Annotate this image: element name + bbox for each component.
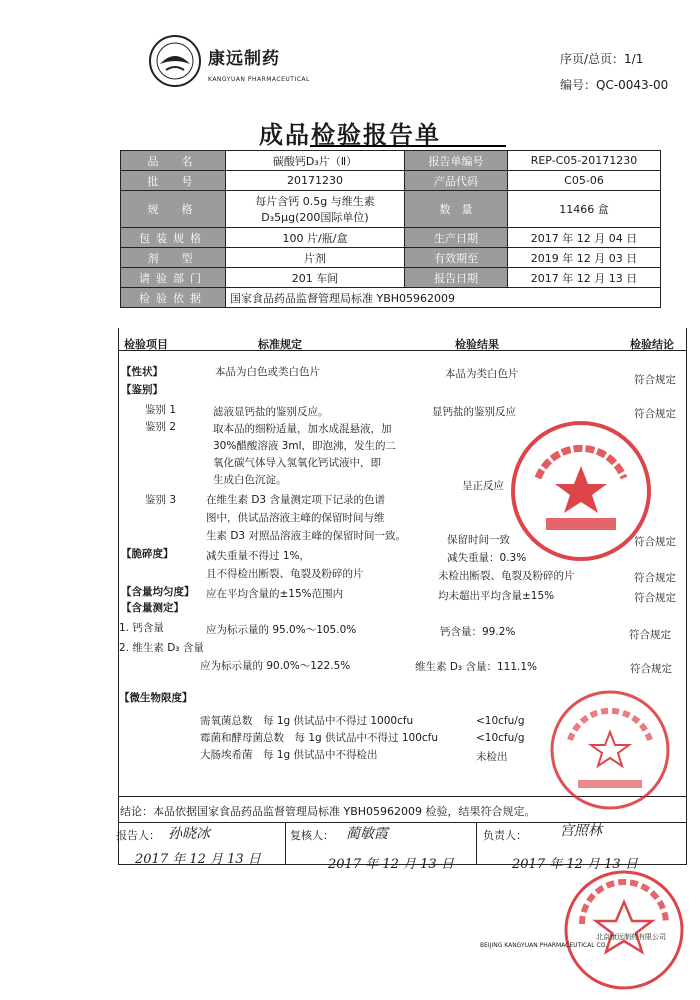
info-table: [120, 150, 661, 308]
dept: 201 车间: [226, 268, 405, 288]
cuisui-conclusion: 符合规定: [634, 572, 676, 584]
cuisui-res-1: 减失重量：0.3%: [447, 552, 527, 564]
jb2-label: 鉴别 2: [145, 421, 177, 433]
jb2-std-1: 取本品的细粉适量，加水成混悬液，加: [213, 423, 392, 435]
section-hanliang: 【含量测定】: [121, 602, 184, 614]
qty: 11466 盒: [508, 191, 661, 228]
code: C05-06: [508, 171, 661, 191]
conclusion-text: 结论：本品依据国家食品药品监督管理局标准 YBH05962009 检验，结果符合规定。: [120, 805, 536, 818]
jb3-std-3: 生素 D3 对照品溶液主峰的保留时间一致。: [206, 530, 406, 542]
cuisui-std-2: 且不得检出断裂、龟裂及粉碎的片: [206, 568, 364, 580]
jb3-conclusion: 符合规定: [634, 536, 676, 548]
reviewer-signature: 蔺敏霞: [346, 826, 388, 842]
col-result: 检验结果: [455, 338, 499, 351]
ca-std: 应为标示量的 95.0%～105.0%: [206, 624, 357, 636]
form: 片剂: [226, 248, 405, 268]
jb3-std-1: 在维生素 D3 含量测定项下记录的色谱: [206, 494, 385, 506]
company-name: 康远制药: [208, 49, 280, 69]
jb2-std-4: 生成白色沉淀。: [213, 474, 287, 486]
dept-label: 请验部门: [121, 268, 226, 288]
report-date-label: 报告日期: [405, 268, 508, 288]
mfg-label: 生产日期: [405, 228, 508, 248]
report-date: 2017 年 12 月 13 日: [508, 268, 661, 288]
jb2-std-2: 30%醋酸溶液 3ml，即泡沸，发生的二: [213, 440, 397, 452]
section-xingzhuang: 【性状】: [121, 366, 163, 378]
owner-label: 负责人：: [483, 829, 527, 842]
xingzhuang-std: 本品为白色或类白色片: [215, 366, 320, 378]
micro-3-res: 未检出: [476, 751, 508, 763]
col-conclusion: 检验结论: [630, 338, 674, 351]
reviewer-label: 复核人：: [290, 829, 334, 842]
jb1-conclusion: 符合规定: [634, 408, 676, 420]
company-logo: [148, 34, 202, 88]
vd-label: 2. 维生素 D₃ 含量: [119, 642, 204, 654]
ca-label: 1. 钙含量: [119, 622, 164, 634]
report-no-label: 报告单编号: [405, 151, 508, 171]
reporter-label: 报告人：: [116, 829, 160, 842]
col-item: 检验项目: [124, 338, 168, 351]
mfg-date: 2017 年 12 月 04 日: [508, 228, 661, 248]
section-jianbie: 【鉴别】: [121, 384, 163, 396]
col-standard: 标准规定: [258, 338, 302, 351]
batch: 20171230: [226, 171, 405, 191]
inspection-stamp-2: [548, 688, 672, 812]
product-name-label: 品 名: [121, 151, 226, 171]
code-label: 产品代码: [405, 171, 508, 191]
junyun-std: 应在平均含量的±15%范围内: [206, 588, 344, 600]
reporter-date: 2017 年 12 月 13 日: [135, 852, 261, 867]
jb3-std-2: 图中，供试品溶液主峰的保留时间与维: [206, 512, 385, 524]
cuisui-res-2: 未检出断裂、龟裂及粉碎的片: [438, 570, 575, 582]
quality-stamp-1: [508, 418, 654, 564]
quality-stamp-3: [562, 866, 686, 994]
jb2-res: 呈正反应: [462, 480, 504, 492]
vd-std: 应为标示量的 90.0%～122.5%: [200, 660, 351, 672]
jb3-res: 保留时间一致: [447, 534, 510, 546]
xingzhuang-res: 本品为类白色片: [445, 368, 519, 380]
form-label: 剂 型: [121, 248, 226, 268]
page-info: 序页/总页：1/1: [560, 52, 644, 66]
pack-label: 包装规格: [121, 228, 226, 248]
xingzhuang-conclusion: 符合规定: [634, 374, 676, 386]
report-no: REP-C05-20171230: [508, 151, 661, 171]
junyun-res: 均未超出平均含量±15%: [438, 590, 555, 602]
micro-2: 霉菌和酵母菌总数 每 1g 供试品中不得过 100cfu: [200, 732, 439, 744]
document-number: 编号：QC-0043-00: [560, 78, 669, 92]
cuisui-std-1: 减失重量不得过 1%，: [206, 550, 310, 562]
basis: 国家食品药品监督管理局标准 YBH05962009: [226, 288, 661, 308]
ca-res: 钙含量：99.2%: [440, 626, 516, 638]
qty-label: 数 量: [405, 191, 508, 228]
company-name-en: KANGYUAN PHARMACEUTICAL: [208, 76, 310, 83]
header-divider: [118, 350, 687, 351]
basis-label: 检验依据: [121, 288, 226, 308]
micro-1: 需氧菌总数 每 1g 供试品中不得过 1000cfu: [200, 715, 414, 727]
owner-signature: 宫照林: [560, 823, 602, 839]
jb2-std-3: 氧化碳气体导入氢氧化钙试液中，即: [213, 457, 381, 469]
pack: 100 片/瓶/盒: [226, 228, 405, 248]
jb1-label: 鉴别 1: [145, 404, 177, 416]
jb1-res: 显钙盐的鉴别反应: [432, 406, 516, 418]
vd-res: 维生素 D₃ 含量：111.1%: [415, 661, 538, 673]
spec: 每片含钙 0.5g 与维生素 D₃5μg(200国际单位): [226, 191, 405, 228]
ca-conclusion: 符合规定: [629, 629, 671, 641]
jb3-label: 鉴别 3: [145, 494, 177, 506]
micro-3: 大肠埃希菌 每 1g 供试品中不得检出: [200, 749, 378, 761]
footer-company-cn: 北京康远制药有限公司: [596, 933, 666, 941]
reviewer-date: 2017 年 12 月 13 日: [328, 857, 454, 872]
product-name: 碳酸钙D₃片（Ⅱ）: [226, 151, 405, 171]
micro-1-res: <10cfu/g: [476, 715, 525, 727]
sig-divider-1: [285, 822, 286, 864]
section-weisheng: 【微生物限度】: [119, 692, 193, 704]
section-cuisui: 【脆碎度】: [121, 548, 174, 560]
vd-conclusion: 符合规定: [630, 663, 672, 675]
title-underline: [310, 145, 506, 147]
batch-label: 批 号: [121, 171, 226, 191]
junyun-conclusion: 符合规定: [634, 592, 676, 604]
section-junyun: 【含量均匀度】: [121, 586, 195, 598]
exp-label: 有效期至: [405, 248, 508, 268]
page-title: 成品检验报告单: [259, 121, 441, 149]
reporter-signature: 孙晓冰: [168, 826, 210, 842]
owner-date: 2017 年 12 月 13 日: [512, 857, 638, 872]
footer-company-en: BEIJING KANGYUAN PHARMACEUTICAL CO.: [480, 942, 608, 949]
sig-divider-2: [476, 822, 477, 864]
jb1-std: 滤液显钙盐的鉴别反应。: [213, 406, 329, 418]
exp-date: 2019 年 12 月 03 日: [508, 248, 661, 268]
micro-2-res: <10cfu/g: [476, 732, 525, 744]
spec-label: 规 格: [121, 191, 226, 228]
